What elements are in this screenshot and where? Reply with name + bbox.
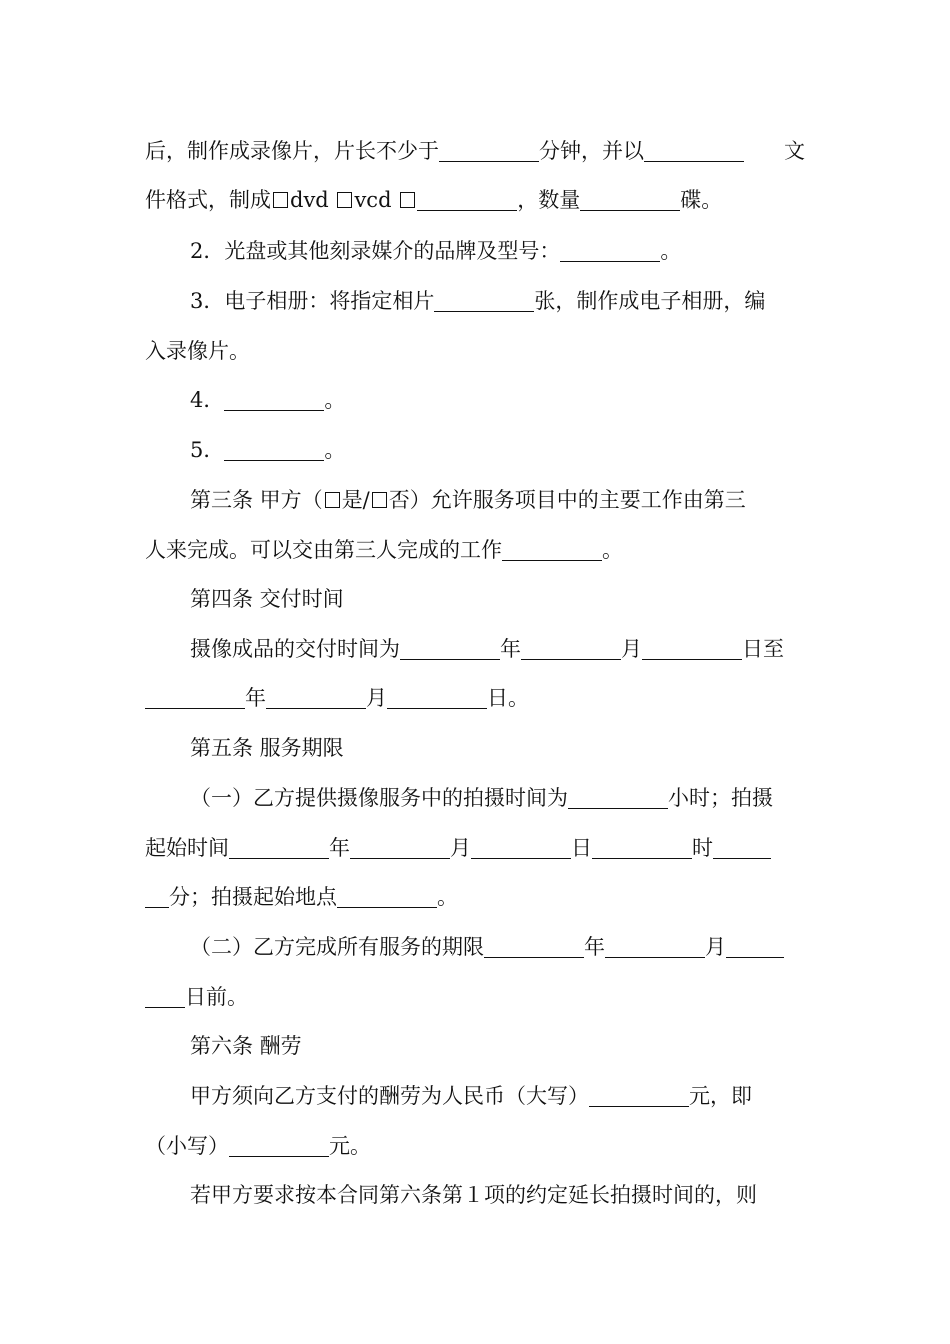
- section-heading-4: 第四条 交付时间: [190, 587, 344, 611]
- paragraph-line-16: 分；拍摄起始地点 。: [145, 879, 805, 915]
- paragraph-line-4: 3．电子相册：将指定相片 张，制作成电子相册，编: [190, 289, 766, 313]
- fill-blank-month: [605, 956, 705, 958]
- fill-blank-day: [642, 658, 742, 660]
- fill-blank-location: [337, 906, 437, 908]
- fill-blank-amount-capital: [589, 1105, 689, 1107]
- checkbox-dvd: [273, 192, 288, 208]
- fill-blank-item-4: [224, 409, 324, 411]
- paragraph-line-14: （一）乙方提供摄像服务中的拍摄时间为 小时；拍摄: [190, 786, 773, 810]
- checkbox-vcd: [337, 192, 352, 208]
- fill-blank-hour: [592, 857, 692, 859]
- fill-blank-amount-figure: [229, 1155, 329, 1157]
- fill-blank-year: [229, 857, 329, 859]
- paragraph-line-20: 甲方须向乙方支付的酬劳为人民币（大写） 元，即: [190, 1084, 752, 1108]
- fill-blank-day: [471, 857, 571, 859]
- checkbox-yes: [325, 492, 340, 508]
- paragraph-line-18: 日前。: [145, 979, 805, 1015]
- paragraph-line-8: 第三条 甲方（ 是/ 否）允许服务项目中的主要工作由第三: [190, 488, 746, 512]
- fill-blank-day: [387, 707, 487, 709]
- paragraph-line-21: （小写） 元。: [145, 1134, 371, 1158]
- section-heading-5: 第五条 服务期限: [190, 736, 344, 760]
- fill-blank-other-format: [417, 209, 517, 211]
- paragraph-line-12: 年 月 日。: [145, 680, 805, 716]
- section-heading-6: 第六条 酬劳: [190, 1034, 302, 1058]
- fill-blank-format: [644, 160, 744, 162]
- paragraph-line-9: 人来完成。可以交由第三人完成的工作 。: [145, 538, 623, 562]
- paragraph-line-15: 起始时间 年 月 日 时: [145, 830, 805, 866]
- fill-blank-month: [521, 658, 621, 660]
- fill-blank-third-party-work: [502, 559, 602, 561]
- paragraph-line-5: 入录像片。: [145, 339, 250, 363]
- fill-blank-brand: [560, 260, 660, 262]
- paragraph-line-22: 若甲方要求按本合同第六条第１项的约定延长拍摄时间的，则: [190, 1183, 757, 1207]
- fill-blank-photo-count: [434, 310, 534, 312]
- fill-blank-minute-part1: [713, 857, 771, 859]
- fill-blank-duration: [439, 160, 539, 162]
- fill-blank-quantity: [580, 209, 680, 211]
- paragraph-line-7: 5． 。: [190, 438, 346, 462]
- paragraph-line-11: 摄像成品的交付时间为 年 月 日至: [190, 637, 784, 661]
- fill-blank-month: [266, 707, 366, 709]
- paragraph-line-3: 2．光盘或其他刻录媒介的品牌及型号： 。: [190, 239, 682, 263]
- paragraph-line-2: 件格式，制成 dvd vcd ，数量 碟。: [145, 188, 723, 212]
- fill-blank-day-part1: [726, 956, 784, 958]
- fill-blank-day-part2: [145, 1006, 185, 1008]
- fill-blank-hours: [568, 807, 668, 809]
- fill-blank-minute-part2: [145, 906, 169, 908]
- fill-blank-month: [350, 857, 450, 859]
- paragraph-line-1: 后，制作成录像片，片长不少于 分钟，并以 文: [145, 139, 805, 163]
- fill-blank-year: [400, 658, 500, 660]
- paragraph-line-17: （二）乙方完成所有服务的期限 年 月: [190, 929, 805, 965]
- paragraph-line-6: 4． 。: [190, 388, 346, 412]
- fill-blank-year: [145, 707, 245, 709]
- checkbox-no: [372, 492, 387, 508]
- fill-blank-item-5: [224, 459, 324, 461]
- checkbox-other: [400, 192, 415, 208]
- fill-blank-year: [484, 956, 584, 958]
